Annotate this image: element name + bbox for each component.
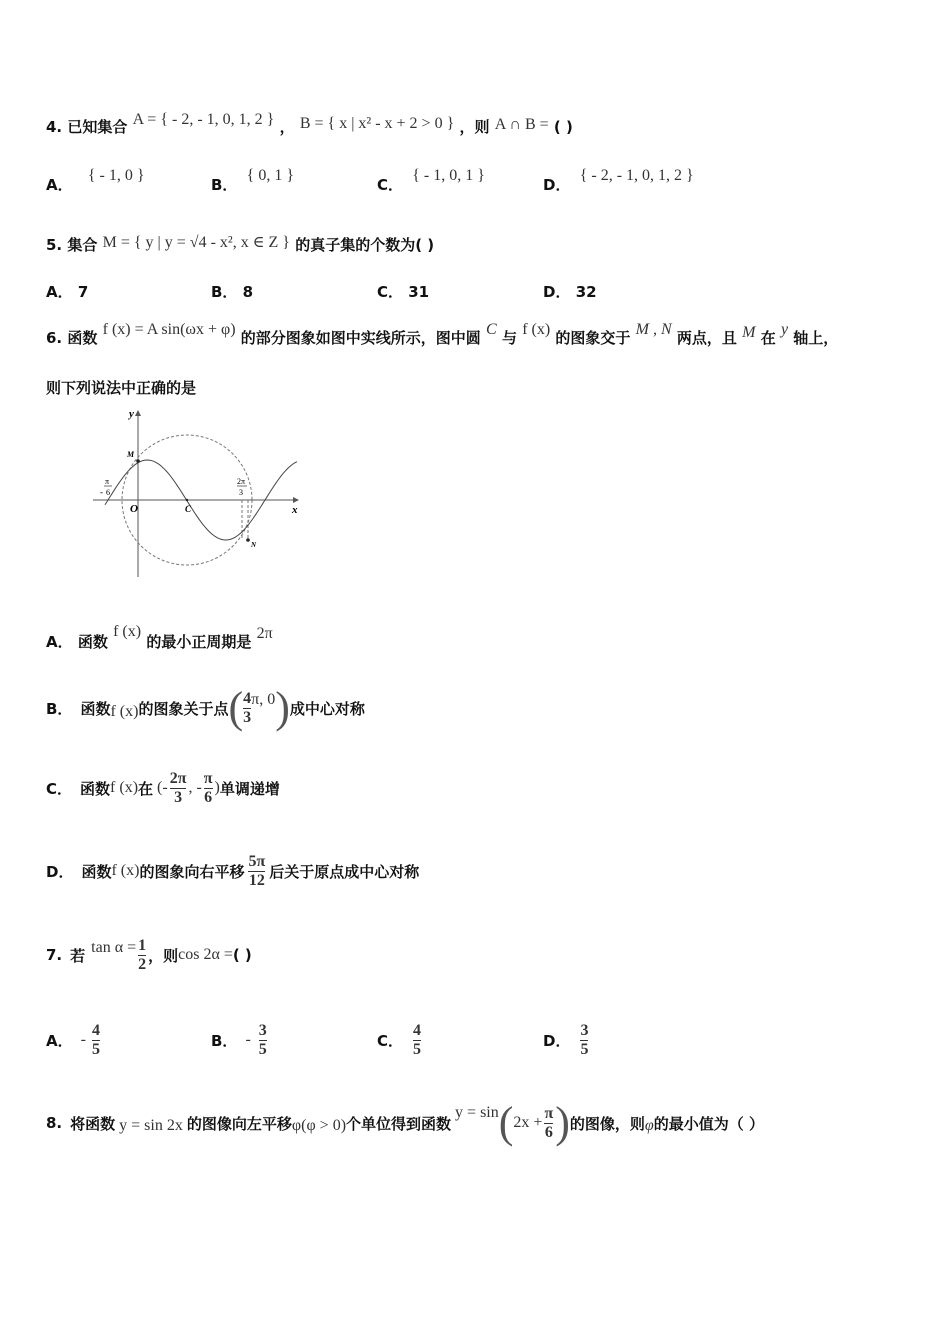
option-frac: $\frac{4}{5}$ bbox=[413, 1021, 422, 1058]
2pi3-num: 2π bbox=[237, 477, 246, 486]
q5-stem-b: 的真子集的个数为( ) bbox=[295, 236, 435, 254]
q8-shift: φ(φ > 0) bbox=[291, 1117, 347, 1134]
q4-option-d[interactable] bbox=[543, 167, 694, 195]
q5-option-a[interactable] bbox=[46, 281, 88, 302]
q8-stem-c: 个单位得到函数 bbox=[346, 1114, 452, 1133]
option-value: 31 bbox=[408, 283, 430, 301]
option-label: A． bbox=[46, 633, 73, 651]
q6-func: f (x) = A sin(ωx + φ) bbox=[102, 321, 236, 338]
q6-option-d[interactable] bbox=[46, 846, 419, 896]
option-text-2: 的图象向右平移 bbox=[139, 862, 245, 881]
option-label: D． bbox=[543, 1031, 571, 1050]
q4-set-a: A = { - 2, - 1, 0, 1, 2 } bbox=[132, 111, 275, 128]
option-text-1: 函数 bbox=[77, 633, 108, 651]
q5-stem: 集合 bbox=[67, 236, 98, 254]
q7-option-d[interactable] bbox=[543, 1015, 588, 1065]
option-text-3: 后关于原点成中心对称 bbox=[269, 862, 420, 881]
q4-option-b[interactable] bbox=[211, 167, 295, 195]
option-text-1: 函数 bbox=[81, 862, 112, 881]
q6-option-b[interactable]: B． 函数 f (x) 的图象关于点 ( $\frac{4}{3}$ π, 0 ) 成中心对称 bbox=[46, 683, 365, 732]
q6-stem-7: 轴上， bbox=[793, 329, 839, 347]
q8-stem-b: 的图像向左平移 bbox=[186, 1114, 292, 1133]
option-value: 2π bbox=[256, 625, 273, 642]
q6-circle-c: C bbox=[486, 321, 497, 338]
q6-stem-3: 与 bbox=[501, 329, 517, 347]
q7-lhs: tan α = bbox=[91, 939, 137, 956]
option-label: A． bbox=[46, 176, 73, 194]
q4-expr: A ∩ B = bbox=[494, 116, 549, 133]
option-text-2: 的最小正周期是 bbox=[146, 633, 252, 651]
option-frac-1: $\frac{2\pi}{3}$ bbox=[169, 769, 187, 806]
option-value: 32 bbox=[575, 283, 597, 301]
q5-option-b[interactable] bbox=[211, 281, 253, 302]
q4-stem: 已知集合 bbox=[67, 118, 128, 136]
option-text-3: 单调递增 bbox=[219, 779, 280, 798]
option-label: D． bbox=[543, 283, 571, 301]
option-sign: - bbox=[80, 1031, 86, 1048]
q6-figure bbox=[85, 400, 310, 585]
option-frac-2: $\frac{\pi}{6}$ bbox=[203, 769, 213, 806]
option-value: { - 1, 0 } bbox=[87, 167, 145, 184]
q6-fx: f (x) bbox=[522, 321, 551, 338]
q7-stem-b: ，则 bbox=[148, 946, 179, 965]
option-value: { - 2, - 1, 0, 1, 2 } bbox=[579, 167, 694, 184]
option-text-2: 在 bbox=[138, 779, 154, 798]
q7-stem: 若 bbox=[70, 946, 86, 965]
q7-line bbox=[46, 930, 252, 980]
q6-number: 6. bbox=[46, 329, 63, 347]
option-frac: $\frac{5\pi}{12}$ bbox=[248, 852, 266, 889]
q6-line-2: 则下列说法中正确的是 bbox=[46, 379, 197, 397]
m-label: M bbox=[127, 450, 135, 459]
q6-option-c[interactable]: C． 函数 f (x) 在 (- $\frac{2\pi}{3}$ , - $\frac{\pi}{6}$ ) 单调递增 bbox=[46, 769, 280, 806]
n-label: N bbox=[251, 541, 257, 549]
2pi3-den: 3 bbox=[239, 488, 243, 497]
q6-stem-5: 两点，且 bbox=[676, 329, 737, 347]
option-label: B． bbox=[211, 176, 238, 194]
q6-option-a[interactable] bbox=[46, 623, 273, 652]
q7-option-a[interactable] bbox=[46, 1015, 100, 1065]
point-c bbox=[186, 499, 188, 501]
q7-option-c[interactable] bbox=[377, 1015, 421, 1065]
q6-m: M bbox=[742, 324, 756, 341]
q8-func: y = sin 2x bbox=[119, 1117, 183, 1134]
option-label: A． bbox=[46, 283, 73, 301]
q4-sep: ， bbox=[279, 118, 295, 136]
option-text-1: 函数 bbox=[80, 699, 111, 718]
option-label: C． bbox=[377, 1031, 404, 1050]
q5-option-d[interactable] bbox=[543, 281, 597, 302]
q6-stem-4: 的图象交于 bbox=[555, 329, 631, 347]
option-sign: - bbox=[245, 1031, 251, 1048]
q8-target-a: y = sin bbox=[455, 1104, 499, 1121]
option-text-3: 成中心对称 bbox=[289, 699, 365, 718]
q7-expr: cos 2α = bbox=[178, 946, 233, 963]
q8-line: 8. 将函数 y = sin 2x 的图像向左平移 φ(φ > 0) 个单位得到函数 y = sin ( 2x + $\frac{\pi}{6}$ ) 的图像，则 φ 的最小值为（ ） bbox=[46, 1098, 764, 1147]
q6-line bbox=[46, 321, 839, 348]
point-m bbox=[136, 459, 140, 463]
q4-line bbox=[46, 111, 573, 137]
q4-blank: ( ) bbox=[553, 118, 573, 136]
q5-number: 5. bbox=[46, 236, 63, 254]
neg-sign: - bbox=[100, 487, 103, 497]
q8-stem-e: 的最小值为（ ） bbox=[653, 1114, 764, 1133]
option-frac: $\frac{4}{3}$ bbox=[243, 689, 252, 726]
q8-phi: φ bbox=[644, 1117, 654, 1134]
pi6-num: π bbox=[105, 477, 110, 486]
option-label: B． bbox=[211, 1031, 238, 1050]
option-fx: f (x) bbox=[113, 623, 142, 640]
x-axis-arrow bbox=[293, 497, 299, 503]
q8-target-b: 2x + bbox=[513, 1114, 543, 1131]
option-text-1: 函数 bbox=[80, 779, 111, 798]
q5-set-m: M = { y | y = √4 - x², x ∈ Z } bbox=[102, 234, 290, 251]
q4-option-c[interactable] bbox=[377, 167, 485, 195]
option-frac: $\frac{3}{5}$ bbox=[580, 1021, 589, 1058]
q7-number: 7. bbox=[46, 946, 63, 964]
option-frac: $\frac{3}{5}$ bbox=[258, 1021, 267, 1058]
q8-number: 8. bbox=[46, 1114, 63, 1132]
q6-stem-6: 在 bbox=[760, 329, 776, 347]
option-fx: f (x) bbox=[110, 779, 139, 796]
q7-blank: ( ) bbox=[232, 946, 252, 964]
y-axis-arrow bbox=[135, 410, 141, 416]
option-text-2: 的图象关于点 bbox=[138, 699, 229, 718]
option-value: { 0, 1 } bbox=[246, 167, 295, 184]
q5-line bbox=[46, 234, 434, 255]
q4-option-a[interactable] bbox=[46, 167, 145, 195]
x-label: x bbox=[292, 504, 298, 516]
c-label: C bbox=[185, 504, 192, 514]
y-label: y bbox=[129, 408, 134, 420]
q6-stem-1: 函数 bbox=[67, 329, 98, 347]
q7-option-b[interactable] bbox=[211, 1015, 267, 1065]
q6-stem-2: 的部分图象如图中实线所示，图中圆 bbox=[240, 329, 481, 347]
q8-frac: $\frac{\pi}{6}$ bbox=[544, 1104, 554, 1141]
q8-stem-a: 将函数 bbox=[70, 1114, 116, 1133]
option-label: C． bbox=[46, 779, 73, 798]
q7-frac: $\frac{1}{2}$ bbox=[138, 936, 147, 973]
option-label: A． bbox=[46, 1031, 73, 1050]
q4-number: 4. bbox=[46, 118, 63, 136]
option-tail: π, 0 bbox=[251, 691, 276, 708]
option-value: 7 bbox=[77, 283, 89, 301]
option-label: C． bbox=[377, 176, 404, 194]
q4-set-b: B = { x | x² - x + 2 > 0 } bbox=[299, 115, 455, 132]
origin-label: O bbox=[130, 503, 138, 515]
pi6-den: 6 bbox=[106, 488, 110, 497]
option-frac: $\frac{4}{5}$ bbox=[91, 1021, 100, 1058]
option-label: D． bbox=[46, 862, 74, 881]
option-label: B． bbox=[211, 283, 238, 301]
point-n bbox=[246, 538, 250, 542]
option-label: B． bbox=[46, 699, 73, 718]
option-fx: f (x) bbox=[111, 862, 140, 879]
q4-stem-b: ，则 bbox=[459, 118, 490, 136]
option-value: 8 bbox=[242, 283, 254, 301]
q5-option-c[interactable] bbox=[377, 281, 429, 302]
option-fx: f (x) bbox=[110, 703, 139, 720]
option-label: D． bbox=[543, 176, 571, 194]
q6-y: y bbox=[780, 321, 789, 338]
q6-mn: M , N bbox=[635, 321, 672, 338]
option-label: C． bbox=[377, 283, 404, 301]
option-value: { - 1, 0, 1 } bbox=[412, 167, 485, 184]
q8-stem-d: 的图像，则 bbox=[569, 1114, 645, 1133]
